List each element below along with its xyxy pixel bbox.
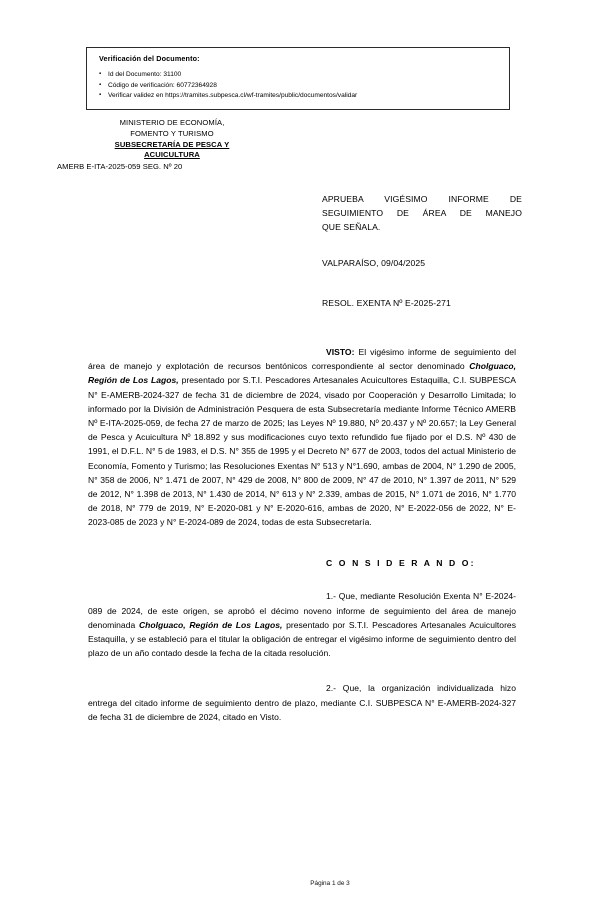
page-number: Página 1 de 3 <box>310 880 350 887</box>
verification-list <box>99 70 501 102</box>
ministry-line-1: MINISTERIO DE ECONOMÍA, <box>119 118 225 127</box>
visto-heading: VISTO: <box>326 347 355 357</box>
ministry-line-2: FOMENTO Y TURISMO <box>130 128 214 138</box>
visto-text-2: presentado por S.T.I. Pescadores Artesanales Acuicultores Estaquilla, C.I. SUBPESCA N° E-AMERB-2024-327 de fecha 31 de diciembre de 2024, visado por Cooperación y Desarrollo Limitada; lo informado por la División de Administración Pesquera de esta Subsecretaría mediante Informe Técnico AMERB Nº E-ITA-2025-059, de fecha 27 de marzo de 2025; las Leyes Nº 19.880, Nº 20.437 y Nº 20.657; la Ley General de Pesca y Acuicultura Nº 18.892 y sus modificaciones cuyo texto refundido fue fijado por el D.S. Nº 430 de 1991, el D.F.L. N° 5 de 1983, el D.S. N° 355 de 1995 y el Decreto N° 677 de 2003, todos del actual Ministerio de Economía, Fomento y Turismo; las Resoluciones Exentas N° 513 y N°1.690, ambas de 2004, N° 1.290 de 2005, N° 358 de 2006, N° 1.471 de 2007, N° 429 de 2008, N° 800 de 2009, N° 47 de 2010, N° 1.397 de 2011, N° 529 de 2012, N° 1.398 de 2013, N° 1.430 de 2014, N° 613 y N° 2.339, ambas de 2015, N° 1.071 de 2016, N° 1.770 de 2018, N° 779 de 2019, N° E-2020-081 y N° E-2020-616, ambas de 2020, N° E-2022-056 de 2022, N° E-2023-085 de 2023 y N° E-2024-089 de 2024, todas de esta Subsecretaría. <box>88 375 516 528</box>
verification-item-document-id <box>99 70 501 81</box>
visto-paragraph <box>88 345 516 529</box>
place-and-date: VALPARAÍSO, 09/04/2025 <box>322 258 426 268</box>
subject-line-1: APRUEBA VIGÉSIMO INFORME DE <box>322 194 522 204</box>
considerando-heading: C O N S I D E R A N D O: <box>326 558 476 569</box>
visto-text-1: El vigésimo informe de seguimiento del área de manejo y explotación de recursos bentónicos correspondiente al sector denominado <box>88 347 516 372</box>
verification-item-text: Verificar validez en https://tramites.subpesca.cl/wf-tramites/public/documentos/validar <box>108 92 358 100</box>
considerando-item-2 <box>88 681 516 724</box>
verification-item-code <box>99 81 501 92</box>
considerando-1-emphasis: Cholguaco, Región de Los Lagos, <box>138 619 283 630</box>
subject-line-2: SEGUIMIENTO DE ÁREA DE MANEJO <box>322 208 522 218</box>
verification-box <box>86 47 510 110</box>
verification-title: Verificación del Documento: <box>99 54 200 63</box>
resolution-number: RESOL. EXENTA Nº E-2025-271 <box>322 298 451 308</box>
bullet-icon: ▪ <box>99 71 102 77</box>
visto-emphasis: Cholguaco, Región de Los Lagos, <box>88 361 516 386</box>
bullet-icon: ▪ <box>99 81 102 88</box>
amerb-code: AMERB E-ITA-2025-059 SEG. Nº 20 <box>57 162 183 172</box>
subject-line-3: QUE SEÑALA. <box>322 222 381 232</box>
considerando-2-text: 2.- Que, la organización individualizada hizo entrega del citado informe de seguimiento dentro de plazo, mediante C.I. SUBPESCA N° E-AMERB-2024-327 de fecha 31 de diciembre de 2024, citado en Visto. <box>88 683 516 722</box>
document-body <box>88 345 516 724</box>
resolution-subject-block <box>322 192 522 234</box>
subsecretariat-line-2: ACUICULTURA <box>144 150 200 160</box>
institution-header <box>57 118 287 173</box>
considerando-item-1 <box>88 589 516 660</box>
page-footer <box>0 880 600 887</box>
bullet-icon: ▪ <box>99 92 102 99</box>
considerando-1-lead: 1.- Que, mediante Resolución Exenta N° E-2024-089 de 2024, de este origen, se aprobó el décimo noveno informe de seguimiento del área de manejo denominada <box>88 591 516 630</box>
verification-item-text: Código de verificación: 60772364928 <box>108 81 217 89</box>
considerando-1-rest: presentado por S.T.I. Pescadores Artesanales Acuicultores Estaquilla, y se estableció para el titular la obligación de entregar el vigésimo informe de seguimiento dentro del plazo de un año contado desde la fecha de la citada resolución. <box>88 619 516 659</box>
verification-item-text: Id del Documento: 31100 <box>108 71 182 78</box>
verification-item-url <box>99 91 501 102</box>
subsecretariat-line-1: SUBSECRETARÍA DE PESCA Y <box>114 139 230 149</box>
